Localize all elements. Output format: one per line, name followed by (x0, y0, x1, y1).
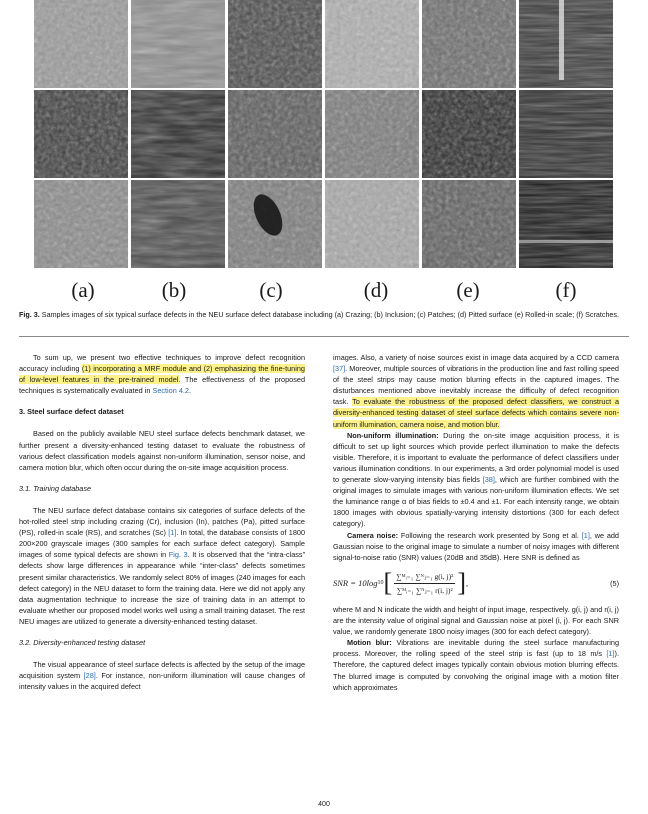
caption-text: Samples images of six typical surface defects in the NEU surface defect database including (a) Crazing; (b) Inclusion; (c) Patches; (d) Pitted surface (e) Rolled-in scale; (f) Scratches. (41, 310, 620, 319)
defect-sample-image (519, 90, 613, 178)
defect-sample-image (519, 180, 613, 268)
paragraph-summary: To sum up, we present two effective techniques to improve defect recognition accuracy including (1) incorporating a MRF module and (2) emphasizing the fine-tuning of low-level features in the pre-trained model. The effectiveness of the proposed techniques is systematically evaluated in Section 4.2. (19, 353, 305, 396)
defect-sample-image (131, 90, 225, 178)
sublabel-c: (c) (259, 278, 283, 302)
defect-sample-image (228, 0, 322, 88)
page-number: 400 (318, 801, 330, 808)
section-heading-3: 3. Steel surface defect dataset (19, 407, 124, 417)
defect-sample-image (34, 0, 128, 88)
left-column (19, 352, 305, 692)
equation-number: (5) (610, 578, 619, 588)
paragraph-continued: images. Also, a variety of noise sources exist in image data acquired by a CCD camera [37]. Moreover, multiple sources of vibrations in the production line and fast rolling speed of the steel strips may cause motion blurring effects in the captured images. The disturbances mentioned above inevitably increase the difficulty of defect recognition task. To evaluate the robustness of the proposed defect classifiers, we construct a diversity-enhanced testing dataset of steel surface defects which contains severe non-uniform illumination, camera noise, and motion blur. (333, 353, 620, 429)
sublabel-f: (f) (555, 278, 577, 302)
equation-numerator: ∑ᴹᵢ₌₁ ∑ᴺⱼ₌₁ g(i, j)² (394, 571, 455, 584)
citation-link[interactable]: [1] (581, 530, 590, 540)
defect-sample-image (34, 180, 128, 268)
citation-link[interactable]: [1] (168, 528, 177, 538)
equation-fraction (394, 571, 455, 596)
defect-sample-image (422, 180, 516, 268)
defect-sample-image (519, 0, 613, 88)
caption-lead: Fig. 3. (19, 310, 40, 319)
defect-sample-image (131, 0, 225, 88)
paragraph-testing-dataset: The visual appearance of steel surface defects is affected by the setup of the image acquisition system [28]. For instance, non-uniform illumination will cause changes of intensity values in the acquired defect (19, 660, 305, 692)
citation-link[interactable]: [1] (606, 649, 615, 659)
highlight-robustness: To evaluate the robustness of the proposed defect classifiers, we construct a diversity-enhanced testing dataset of steel surface defects which contains severe non-uniform illumination, camera noise, and motion blur. (333, 397, 620, 429)
subsection-heading-3-1: 3.1. Training database (19, 483, 92, 493)
equation-lhs: SNR = 10log (333, 577, 378, 588)
figure-caption (19, 309, 629, 320)
equation-log-base: 10 (377, 579, 384, 586)
citation-link[interactable]: [28] (83, 671, 96, 681)
citation-link[interactable]: [37] (333, 364, 346, 374)
right-column (333, 352, 619, 693)
citation-link[interactable]: [38] (482, 475, 495, 485)
defect-sample-image (228, 90, 322, 178)
paragraph-camera-noise: Camera noise: Following the research work presented by Song et al. [1], we add Gaussian noise to the original image to simulate a number of noisy images with different signal-to-noise ratio (SNR) values (20dB and 35dB). Here SNR is defined as (333, 530, 619, 562)
bracket-left: [ (383, 568, 393, 598)
defect-sample-image (131, 180, 225, 268)
bracket-right: ] (457, 568, 467, 598)
defect-sample-image (34, 90, 128, 178)
defect-sample-image (325, 90, 419, 178)
defect-sample-image (325, 0, 419, 88)
defect-sample-image (228, 180, 322, 268)
sublabel-d: (d) (363, 278, 389, 302)
defect-sample-image (422, 0, 516, 88)
equation-5: SNR = 10log 10 [ $\frac{\text{∑ᴹᵢ₌₁ ∑ᴺⱼ₌₁ g(i, j)²}}{\text{∑ᴹᵢ₌₁ ∑ᴺⱼ₌₁ r(i, j)²}}$ ] , (5) (333, 568, 619, 598)
link-section-4-2[interactable]: Section 4.2 (152, 386, 189, 396)
paragraph-dataset-intro: Based on the publicly available NEU steel surface defects benchmark dataset, we further present a diversity-enhanced testing dataset to evaluate the robustness of various defect classification models against non-uniform illumination, sensor noise, and camera motion blur, which often occur during the on-site image acquisition process. (19, 429, 305, 472)
paragraph-motion-blur: Motion blur: Vibrations are inevitable during the steel surface manufacturing process. Moreover, the rolling speed of the steel strip is fast (up to 18 m/s [1]). Therefore, the captured defect images typically contain obvious motion blurring effects. The blurred image is computed by convolving the original image with a motion filter which approximates (333, 638, 619, 692)
figure-3-image-grid (34, 0, 616, 268)
defect-sample-image (422, 90, 516, 178)
divider (19, 336, 629, 337)
equation-denominator: ∑ᴹᵢ₌₁ ∑ᴺⱼ₌₁ r(i, j)² (396, 585, 453, 595)
sublabel-a: (a) (71, 278, 95, 302)
highlight-contributions: (1) incorporating a MRF module and (2) emphasizing the fine-tuning of low-level features in the pre-trained model. (19, 364, 305, 385)
sublabel-b: (b) (161, 278, 187, 302)
link-fig-3[interactable]: Fig. 3 (168, 550, 188, 560)
paragraph-training-database: The NEU surface defect database contains six categories of surface defects of the hot-rolled steel strip including crazing (Cr), inclusion (In), patches (Pa), pitted surface (PS), rolled-in scale (RS), and scratches (Sc) [1]. In total, the database consists of 1800 200×200 grayscale images (300 samples for each surface defect category). Sample images of some typical defects are shown in Fig. 3. It is observed that the “intra-class” defects show large differences in appearance while “inter-class” defects sometimes present similar characteristics. We randomly select 80% of images (240 images for each defect category) in the NEU dataset to form the training data. Here we did not apply any data augmentation technique to increase the size of training data in an attempt to evaluate whether our proposed model works well using a small training dataset. The rest NEU images are utilized to generate a diversity-enhanced testing dataset. (19, 505, 306, 626)
subsection-heading-3-2: 3.2. Diversity-enhanced testing dataset (19, 637, 146, 647)
paragraph-non-uniform-illumination: Non-uniform illumination: During the on-site image acquisition process, it is difficult to set up light sources which provide perfect illumination to make the defects visible. Therefore, it is important to evaluate the performance of defect classifiers under various illumination conditions. In our experiments, a 3rd order polynomial model is used to generate slow-varying intensity bias fields [38], which are further combined with the original images to simulate images with various non-uniform illumination effects. We set the luminance range α of bias fields to ±0.4 and ±1. For each intensity range, we obtain 1800 images with obvious spatially-varying intensity distortions (300 for each defect category). (333, 430, 619, 529)
sublabel-e: (e) (456, 278, 480, 302)
paragraph-equation-explanation: where M and N indicate the width and height of input image, respectively. g(i, j) and r(i, j) are the intensity value of original signal and Gaussian noise at pixel (i, j). For each SNR value, we randomly generate 1800 noisy images (300 for each defect category). (333, 604, 619, 637)
defect-sample-image (325, 180, 419, 268)
